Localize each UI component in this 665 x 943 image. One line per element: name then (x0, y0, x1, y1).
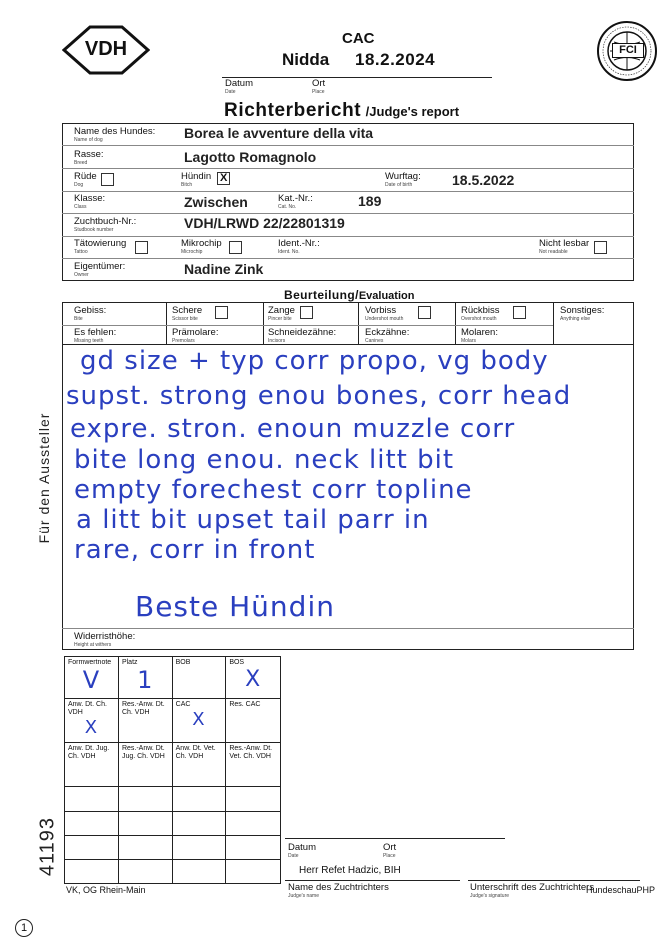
grading-cell[interactable] (65, 836, 119, 860)
evaluation-text-line: bite long enou. neck litt bit (74, 445, 455, 475)
grading-cell[interactable] (172, 657, 226, 699)
grading-header: Platz (121, 659, 138, 666)
dog-male-label: Rüde (74, 171, 97, 182)
ident-sub: Ident. No. (278, 249, 300, 255)
grading-cell[interactable] (118, 787, 172, 812)
dob-value: 18.5.2022 (452, 172, 515, 188)
overshot-label: Rückbiss (461, 305, 500, 316)
grading-cell[interactable] (65, 787, 119, 812)
grading-cell[interactable] (172, 860, 226, 884)
grading-label: Anw. Dt. Jug. Ch. VDH (68, 745, 110, 760)
evaluation-text-line: rare, corr in front (74, 535, 316, 565)
height-label: Widerristhöhe: (74, 631, 136, 642)
grading-cell[interactable] (65, 743, 119, 787)
tattoo-sub: Tattoo (74, 249, 88, 255)
header-date-line (222, 77, 492, 78)
grading-cell[interactable] (172, 699, 226, 743)
other-sub: Anything else (560, 316, 591, 322)
grading-cell[interactable] (172, 787, 226, 812)
incisors-label: Schneidezähne: (268, 327, 337, 338)
side-number: 41193 (36, 816, 59, 877)
row-line (62, 213, 634, 214)
row-line (62, 145, 634, 146)
grading-label: Res.-Anw. Dt. Ch. VDH (121, 701, 165, 716)
grading-header: Formwertnote (68, 659, 112, 666)
bitch-label: Hündin (181, 171, 212, 182)
height-line (62, 628, 634, 629)
evaluation-title-sub: Evaluation (358, 290, 415, 302)
grading-mark: 1 (137, 666, 154, 694)
grading-header: BOS (229, 659, 245, 666)
footer-ort-sub: Place (383, 853, 396, 859)
grading-cell[interactable] (226, 812, 281, 836)
vdh-logo (62, 25, 150, 75)
col-line (166, 302, 167, 344)
chip-checkbox[interactable] (229, 241, 242, 254)
grading-cell[interactable] (118, 860, 172, 884)
bitch-checkbox-mark: X (220, 172, 228, 184)
bitch-checkbox[interactable] (217, 172, 230, 185)
male-checkbox[interactable] (101, 173, 114, 186)
grading-cell[interactable] (118, 657, 172, 699)
evaluation-text-line: gd size + typ corr propo, vg body (80, 346, 549, 376)
undershot-label: Vorbiss (365, 305, 397, 316)
footer-ort-label: Ort (383, 842, 397, 853)
studbook-label: Zuchtbuch-Nr.: (74, 216, 137, 227)
undershot-checkbox[interactable] (418, 306, 431, 319)
bitch-sub: Bitch (181, 182, 193, 188)
evaluation-text-line: empty forechest corr topline (74, 475, 473, 505)
show-type: CAC (342, 30, 375, 47)
report-title-sub: /Judge's report (365, 104, 460, 119)
software-name: HundeschauPHP (586, 885, 656, 895)
grading-cell[interactable] (118, 812, 172, 836)
tattoo-checkbox[interactable] (135, 241, 148, 254)
canines-sub: Canines (365, 338, 384, 344)
signature-sub: Judge's signature (470, 893, 510, 899)
tattoo-label: Tätowierung (74, 238, 127, 249)
grading-mark: X (192, 709, 206, 730)
grading-label: CAC (175, 701, 191, 708)
molars-sub: Molars (461, 338, 477, 344)
row-line (62, 191, 634, 192)
canines-label: Eckzähne: (365, 327, 410, 338)
grading-cell[interactable] (65, 812, 119, 836)
premolars-sub: Premolars (172, 338, 195, 344)
owner-value: Nadine Zink (184, 261, 264, 277)
pincer-sub: Pincer bite (268, 316, 292, 322)
dog-name-sub: Name of dog (74, 137, 103, 143)
breed-sub: Breed (74, 160, 88, 166)
header-datum-sub: Date (225, 89, 236, 95)
breed-value: Lagotto Romagnolo (184, 149, 317, 165)
signature-line (468, 880, 640, 881)
grading-cell[interactable] (65, 860, 119, 884)
grading-table (64, 656, 281, 884)
not-readable-sub: Not readable (539, 249, 568, 255)
row-line (62, 325, 553, 326)
grading-cell[interactable] (226, 699, 281, 743)
dog-name-value: Borea le avventure della vita (184, 125, 374, 141)
grading-cell[interactable] (118, 699, 172, 743)
scissor-label: Schere (172, 305, 203, 316)
grading-mark: X (245, 667, 262, 692)
report-title (224, 100, 459, 122)
bite-sub: Bite (74, 316, 83, 322)
fci-logo (596, 20, 658, 82)
evaluation-text-line: supst. strong enou bones, corr head (66, 381, 572, 411)
evaluation-text-line: expre. stron. enoun muzzle corr (70, 414, 516, 444)
pincer-label: Zange (268, 305, 295, 316)
owner-label: Eigentümer: (74, 261, 126, 272)
owner-sub: Owner (74, 272, 89, 278)
incisors-sub: Incisors (268, 338, 286, 344)
grading-mark: X (84, 717, 99, 738)
signature-label: Unterschrift des Zuchtrichters (470, 882, 595, 893)
scissor-checkbox[interactable] (215, 306, 228, 319)
col-line (263, 302, 264, 344)
grading-cell[interactable] (172, 812, 226, 836)
header-datum-label: Datum (225, 78, 253, 89)
not-readable-checkbox[interactable] (594, 241, 607, 254)
undershot-sub: Undershot mouth (365, 316, 404, 322)
studbook-value: VDH/LRWD 22/22801319 (184, 215, 345, 231)
show-place: Nidda (282, 50, 330, 69)
not-readable-label: Nicht lesbar (539, 238, 590, 249)
grading-label: Anw. Dt. Vet. Ch. VDH (175, 745, 216, 760)
header-ort-label: Ort (312, 78, 326, 89)
report-title-main: Richterbericht (224, 100, 362, 121)
ident-label: Ident.-Nr.: (278, 238, 320, 249)
footer-datum-label: Datum (288, 842, 316, 853)
height-sub: Height at withers (74, 642, 112, 648)
grading-cell[interactable] (118, 836, 172, 860)
grading-label: Res. CAC (229, 701, 261, 708)
class-label: Klasse: (74, 193, 106, 204)
grading-cell[interactable] (172, 836, 226, 860)
dob-sub: Date of birth (385, 182, 413, 188)
chip-label: Mikrochip (181, 238, 222, 249)
row-line (62, 258, 634, 259)
scissor-sub: Scissor bite (172, 316, 198, 322)
footer-date-line (285, 838, 505, 839)
grading-cell[interactable] (65, 699, 119, 743)
grading-cell[interactable] (226, 657, 281, 699)
col-line (455, 302, 456, 344)
grading-cell[interactable] (226, 743, 281, 787)
grading-cell[interactable] (65, 657, 119, 699)
fci-logo-text: FCI (612, 43, 644, 58)
col-line (358, 302, 359, 344)
judge-name-line (285, 880, 460, 881)
molars-label: Molaren: (461, 327, 498, 338)
grading-cell[interactable] (172, 743, 226, 787)
evaluation-signature-line: Beste Hündin (135, 590, 335, 623)
overshot-sub: Overshot mouth (461, 316, 497, 322)
page-number (15, 919, 33, 937)
show-date: 18.2.2024 (355, 50, 436, 69)
grading-label: Anw. Dt. Ch. VDH (68, 701, 107, 716)
missing-sub: Missing teeth (74, 338, 104, 344)
header-ort-sub: Place (312, 89, 325, 95)
other-label: Sonstiges: (560, 305, 605, 316)
missing-label: Es fehlen: (74, 327, 117, 338)
row-line (62, 344, 634, 345)
page-number-text: 1 (20, 922, 28, 934)
judge-sub: Judge's name (288, 893, 319, 899)
overshot-checkbox[interactable] (513, 306, 526, 319)
chip-sub: Microchip (181, 249, 203, 255)
vdh-logo-text: VDH (84, 38, 128, 60)
evaluation-title-main: Beurteilung/ (284, 288, 359, 302)
dog-male-sub: Dog (74, 182, 84, 188)
row-line (62, 168, 634, 169)
grading-cell[interactable] (226, 860, 281, 884)
judge-label: Name des Zuchtrichters (288, 882, 389, 893)
grading-label: Res.-Anw. Dt. Jug. Ch. VDH (121, 745, 165, 760)
catno-label: Kat.-Nr.: (278, 193, 313, 204)
side-label: Für den Aussteller (36, 412, 52, 544)
grading-mark: V (82, 666, 101, 694)
grading-cell[interactable] (226, 836, 281, 860)
footer-datum-sub: Date (288, 853, 299, 859)
bite-label: Gebiss: (74, 305, 107, 316)
pincer-checkbox[interactable] (300, 306, 313, 319)
class-value: Zwischen (184, 194, 248, 210)
studbook-sub: Studbook number (74, 227, 114, 233)
dob-label: Wurftag: (385, 171, 421, 182)
dog-name-label: Name des Hundes: (74, 126, 156, 137)
breed-label: Rasse: (74, 149, 104, 160)
premolars-label: Prämolare: (172, 327, 219, 338)
grading-header: BOB (175, 659, 191, 666)
class-sub: Class (74, 204, 87, 210)
row-line (62, 236, 634, 237)
grading-cell[interactable] (118, 743, 172, 787)
evaluation-text-line: a litt bit upset tail parr in (76, 505, 430, 535)
club-name: VK, OG Rhein-Main (66, 885, 146, 895)
grading-cell[interactable] (226, 787, 281, 812)
judge-name-value: Herr Refet Hadzic, BIH (299, 865, 401, 876)
catno-value: 189 (358, 193, 382, 209)
grading-label: Res.-Anw. Dt. Vet. Ch. VDH (229, 745, 273, 760)
catno-sub: Cat. No. (278, 204, 297, 210)
col-line (553, 302, 554, 344)
